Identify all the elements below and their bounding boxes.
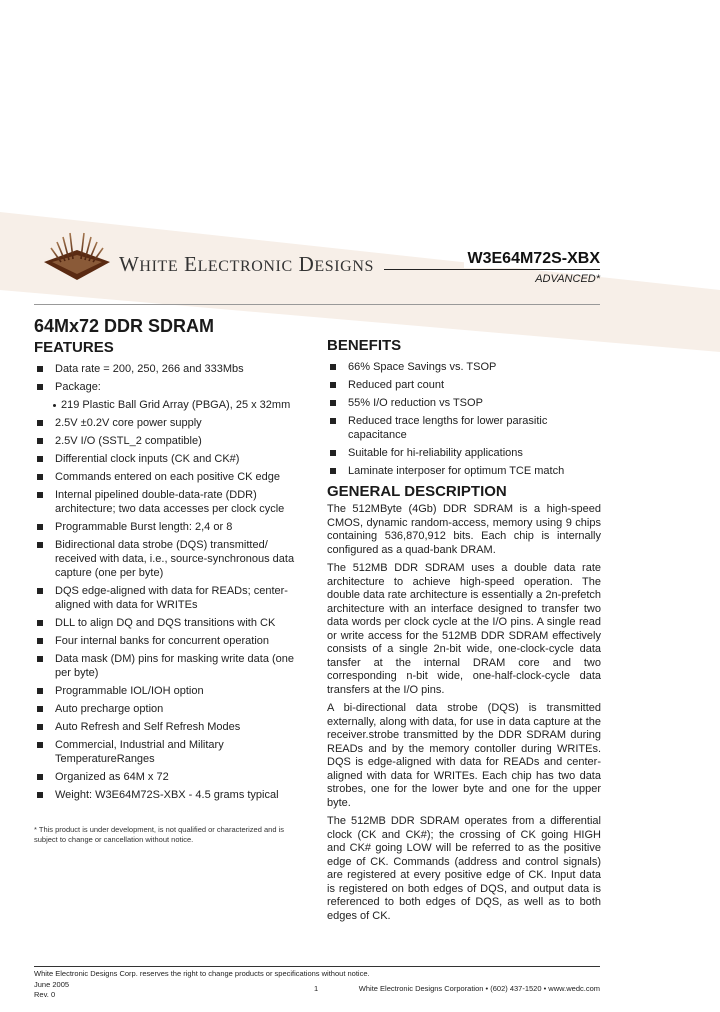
feature-item: DLL to align DQ and DQS transitions with CK <box>34 616 296 630</box>
company-name <box>119 252 374 277</box>
footnote: * This product is under development, is not qualified or characterized and is subject to change or cancellation without notice. <box>34 825 285 844</box>
company-word2-initial: E <box>184 252 198 276</box>
benefit-item: 66% Space Savings vs. TSOP <box>327 360 593 374</box>
feature-item: Programmable Burst length: 2,4 or 8 <box>34 520 296 534</box>
footer-notice: White Electronic Designs Corp. reserves the right to change products or specifications without notice. <box>34 969 370 978</box>
benefit-item: Reduced part count <box>327 378 593 392</box>
footer-contact: White Electronic Designs Corporation • (602) 437-1520 • www.wedc.com <box>358 984 600 993</box>
benefit-item: Reduced trace lengths for lower parasitic capacitance <box>327 414 593 442</box>
feature-item: Organized as 64M x 72 <box>34 770 296 784</box>
features-heading: FEATURES <box>34 339 114 356</box>
feature-item: Differential clock inputs (CK and CK#) <box>34 452 296 466</box>
feature-item: Commercial, Industrial and Military TemperatureRanges <box>34 738 296 766</box>
company-word2-rest: LECTRONIC <box>197 258 293 275</box>
company-logo-icon <box>40 228 114 284</box>
company-word3-initial: D <box>298 252 315 276</box>
feature-item: DQS edge-aligned with data for READs; center-aligned with data for WRITEs <box>34 584 296 612</box>
header-rule <box>384 269 600 270</box>
status-label: ADVANCED* <box>535 273 600 285</box>
feature-item: 2.5V ±0.2V core power supply <box>34 416 296 430</box>
feature-item: Package: <box>34 380 296 394</box>
feature-item: Programmable IOL/IOH option <box>34 684 296 698</box>
benefit-item: Laminate interposer for optimum TCE match <box>327 464 593 478</box>
page-number: 1 <box>314 984 319 993</box>
benefits-heading: BENEFITS <box>327 337 402 354</box>
company-word3-rest: ESIGNS <box>314 258 374 275</box>
title-divider <box>34 304 600 305</box>
feature-item: Four internal banks for concurrent operation <box>34 634 296 648</box>
feature-item: Auto Refresh and Self Refresh Modes <box>34 720 296 734</box>
description-paragraph: A bi-directional data strobe (DQS) is transmitted externally, along with data, for use in data capture at the receiver.strobe transmitted by the DDR SDRAM during READs and by the memory contoller during WRITEs. DQS is edge-aligned with data for READs and center-aligned with data for WRITEs. Each chip has two data strobes, one for the lower byte and one for the upper byte. <box>327 702 601 809</box>
description-paragraph: The 512MB DDR SDRAM uses a double data rate architecture to achieve high-speed operation. The double data rate architecture is essentially a 2n-prefetch architecture with an interface designed to transfer two data words per clock cycle at the I/O pins. A single read or write access for the 512MB DDR SDRAM effectively consists of a single 2n-bit wide, one-clock-cycle data tansfer at the internal DRAM core and two corresponding n-bit wide, one-half-clock-cycle data transfers at the I/O pins. <box>327 562 601 696</box>
feature-item: Internal pipelined double-data-rate (DDR) architecture; two data accesses per clock cycle <box>34 488 296 516</box>
feature-item: Auto precharge option <box>34 702 296 716</box>
footer-date: June 2005 <box>34 980 70 989</box>
feature-item: Bidirectional data strobe (DQS) transmitted/ received with data, i.e., source-synchronous data capture (one per byte) <box>34 538 296 580</box>
features-list <box>34 362 296 806</box>
feature-item: Weight: W3E64M72S-XBX - 4.5 grams typical <box>34 788 296 802</box>
feature-item: Data rate = 200, 250, 266 and 333Mbs <box>34 362 296 376</box>
feature-item: 2.5V I/O (SSTL_2 compatible) <box>34 434 296 448</box>
benefit-item: 55% I/O reduction vs TSOP <box>327 396 593 410</box>
document-title: 64Mx72 DDR SDRAM <box>34 316 215 336</box>
feature-item: Data mask (DM) pins for masking write data (one per byte) <box>34 652 296 680</box>
footer-divider <box>34 966 600 967</box>
benefit-item: Suitable for hi-reliability applications <box>327 446 593 460</box>
company-word1-rest: HITE <box>139 258 179 275</box>
description-paragraph: The 512MB DDR SDRAM operates from a differential clock (CK and CK#); the crossing of CK going HIGH and CK# going LOW will be referred to as the positive edge of CK. Commands (address and control signals) are registered at every positive edge of CK. Input data is registered on both edges of DQS, and output data is referenced to both edges of DQS, as well as to both edges of CK. <box>327 815 601 922</box>
footer-revision: Rev. 0 <box>34 990 56 999</box>
part-number: W3E64M72S-XBX <box>464 250 601 268</box>
general-description-heading: GENERAL DESCRIPTION <box>327 483 507 500</box>
feature-subitem: 219 Plastic Ball Grid Array (PBGA), 25 x 32mm <box>34 398 296 412</box>
general-description-body <box>327 503 601 928</box>
benefits-list <box>327 360 593 482</box>
description-paragraph: The 512MByte (4Gb) DDR SDRAM is a high-speed CMOS, dynamic random-access, memory using 9 chips containing 536,870,912 bits. Each chip is internally configured as a quad-bank DRAM. <box>327 503 601 556</box>
company-word1-initial: W <box>119 252 140 276</box>
feature-item: Commands entered on each positive CK edge <box>34 470 296 484</box>
